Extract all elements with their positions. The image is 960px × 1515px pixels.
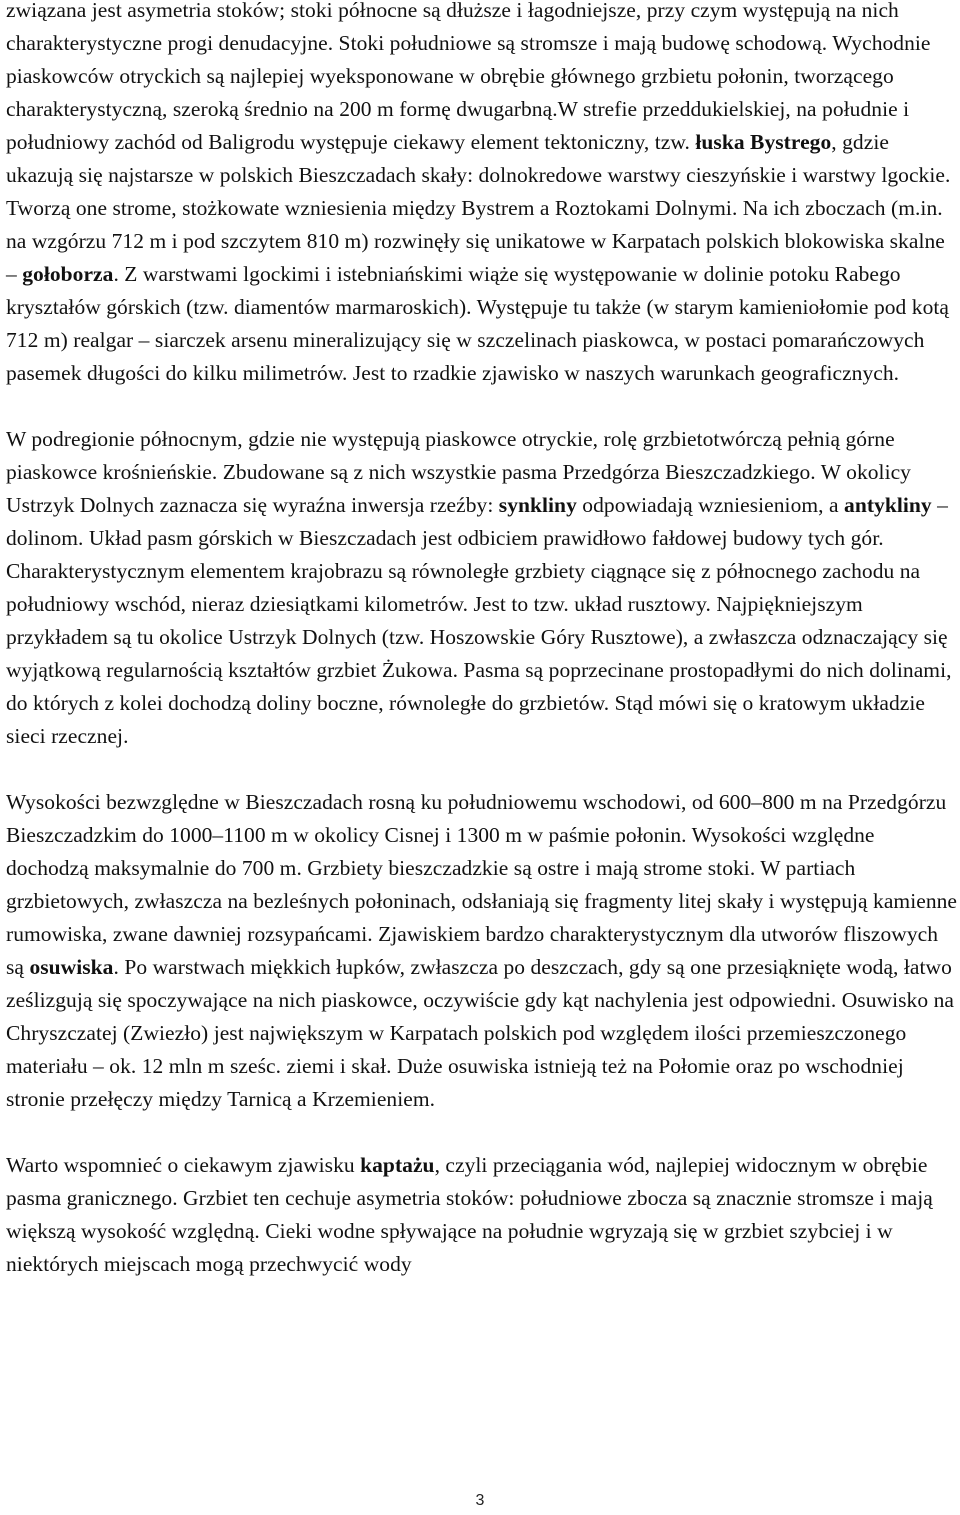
text-run: W podregionie północnym, gdzie nie występują piaskowce otryckie, rolę grzbietotwórczą pełnią górne piaskowce krośnieńskie. Zbudowane są z nich wszystkie pasma Przedgórza Bieszczadzkiego. W okolicy Ustrzyk Dolnych zaznacza się wyraźna inwersja rzeźby: [6,427,911,517]
bold-term: gołoborza [22,262,114,286]
paragraph [6,1149,958,1281]
bold-term: kaptażu [360,1153,435,1177]
bold-term: łuska Bystrego [695,130,832,154]
page-number: 3 [475,1492,485,1509]
paragraph [6,786,958,1116]
text-run: Wysokości bezwzględne w Bieszczadach rosną ku południowemu wschodowi, od 600–800 m na Przedgórzu Bieszczadzkim do 1000–1100 m w okolicy Cisnej i 1300 m w paśmie połonin. Wysokości względne dochodzą maksymalnie do 700 m. Grzbiety bieszczadzkie są ostre i mają strome stoki. W partiach grzbietowych, zwłaszcza na bezleśnych połoninach, odsłaniają się fragmenty litej skały i występują kamienne rumowiska, zwane dawniej rozsypańcami. Zjawiskiem bardzo charakterystycznym dla utworów fliszowych są [6,790,958,979]
text-run: odpowiadają wzniesieniom, a [576,493,845,517]
bold-term: synkliny [498,493,577,517]
bold-term: antykliny [844,493,932,517]
text-run: . Po warstwach miękkich łupków, zwłaszcza po deszczach, gdy są one przesiąknięte wodą, łatwo ześlizgują się spoczywające na nich piaskowce, oczywiście gdy kąt nachylenia jest odpowiedni. Osuwisko na Chryszczatej (Zwiezło) jest największym w Karpatach polskich pod względem ilości przemieszczonego materiału – ok. 12 mln m sześc. ziemi i skał. Duże osuwiska istnieją też na Połomie oraz po wschodniej stronie przełęczy między Tarnicą a Krzemieniem. [6,955,954,1111]
text-run: . Z warstwami lgockimi i istebniańskimi wiąże się występowanie w dolinie potoku Rabego kryształów górskich (tzw. diamentów marmaroskich). Występuje tu także (w starym kamieniołomie pod kotą 712 m) realgar – siarczek arsenu mineralizujący się w szczelinach piaskowca, w postaci pomarańczowych pasemek długości do kilku milimetrów. Jest to rzadkie zjawisko w naszych warunkach geograficznych. [6,262,949,385]
document-body [6,0,958,1281]
text-run: , gdzie ukazują się najstarsze w polskich Bieszczadach skały: dolnokredowe warstwy cieszyńskie i warstwy lgockie. Tworzą one strome, stożkowate wzniesienia między Bystrem a Roztokami Dolnymi. Na ich zboczach (m.in. na wzgórzu 712 m i pod szczytem 810 m) rozwinęły się unikatowe w Karpatach polskich blokowiska skalne – [6,130,951,286]
paragraph [6,423,958,753]
paragraph [6,0,958,390]
text-run: Warto wspomnieć o ciekawym zjawisku [6,1153,361,1177]
text-run: , czyli przeciągania wód, najlepiej widocznym w obrębie pasma granicznego. Grzbiet ten cechuje asymetria stoków: południowe zbocza są znacznie stromsze i mają większą wysokość względną. Cieki wodne spływające na południe wgryzają się w grzbiet szybciej i w niektórych miejscach mogą przechwycić wody [6,1153,933,1276]
text-run: związana jest asymetria stoków; stoki północne są dłuższe i łagodniejsze, przy czym występują na nich charakterystyczne progi denudacyjne. Stoki południowe są stromsze i mają budowę schodową. Wychodnie piaskowców otryckich są najlepiej wyeksponowane w obrębie głównego grzbietu połonin, tworzącego charakterystyczną, szeroką średnio na 200 m formę dwugarbną.W strefie przeddukielskiej, na południe i południowy zachód od Baligrodu występuje ciekawy element tektoniczny, tzw. [6,0,931,154]
text-run: – dolinom. Układ pasm górskich w Bieszczadach jest odbiciem prawidłowo fałdowej budowy tych gór. Charakterystycznym elementem krajobrazu są równoległe grzbiety ciągnące się z północnego zachodu na południowy wschód, nieraz dziesiątkami kilometrów. Jest to tzw. układ rusztowy. Najpiękniejszym przykładem są tu okolice Ustrzyk Dolnych (tzw. Hoszowskie Góry Rusztowe), a zwłaszcza odznaczający się wyjątkową regularnością kształtów grzbiet Żukowa. Pasma są poprzecinane prostopadłymi do nich dolinami, do których z kolei dochodzą doliny boczne, równoległe do grzbietów. Stąd mówi się o kratowym układzie sieci rzecznej. [6,493,952,748]
bold-term: osuwiska [29,955,114,979]
